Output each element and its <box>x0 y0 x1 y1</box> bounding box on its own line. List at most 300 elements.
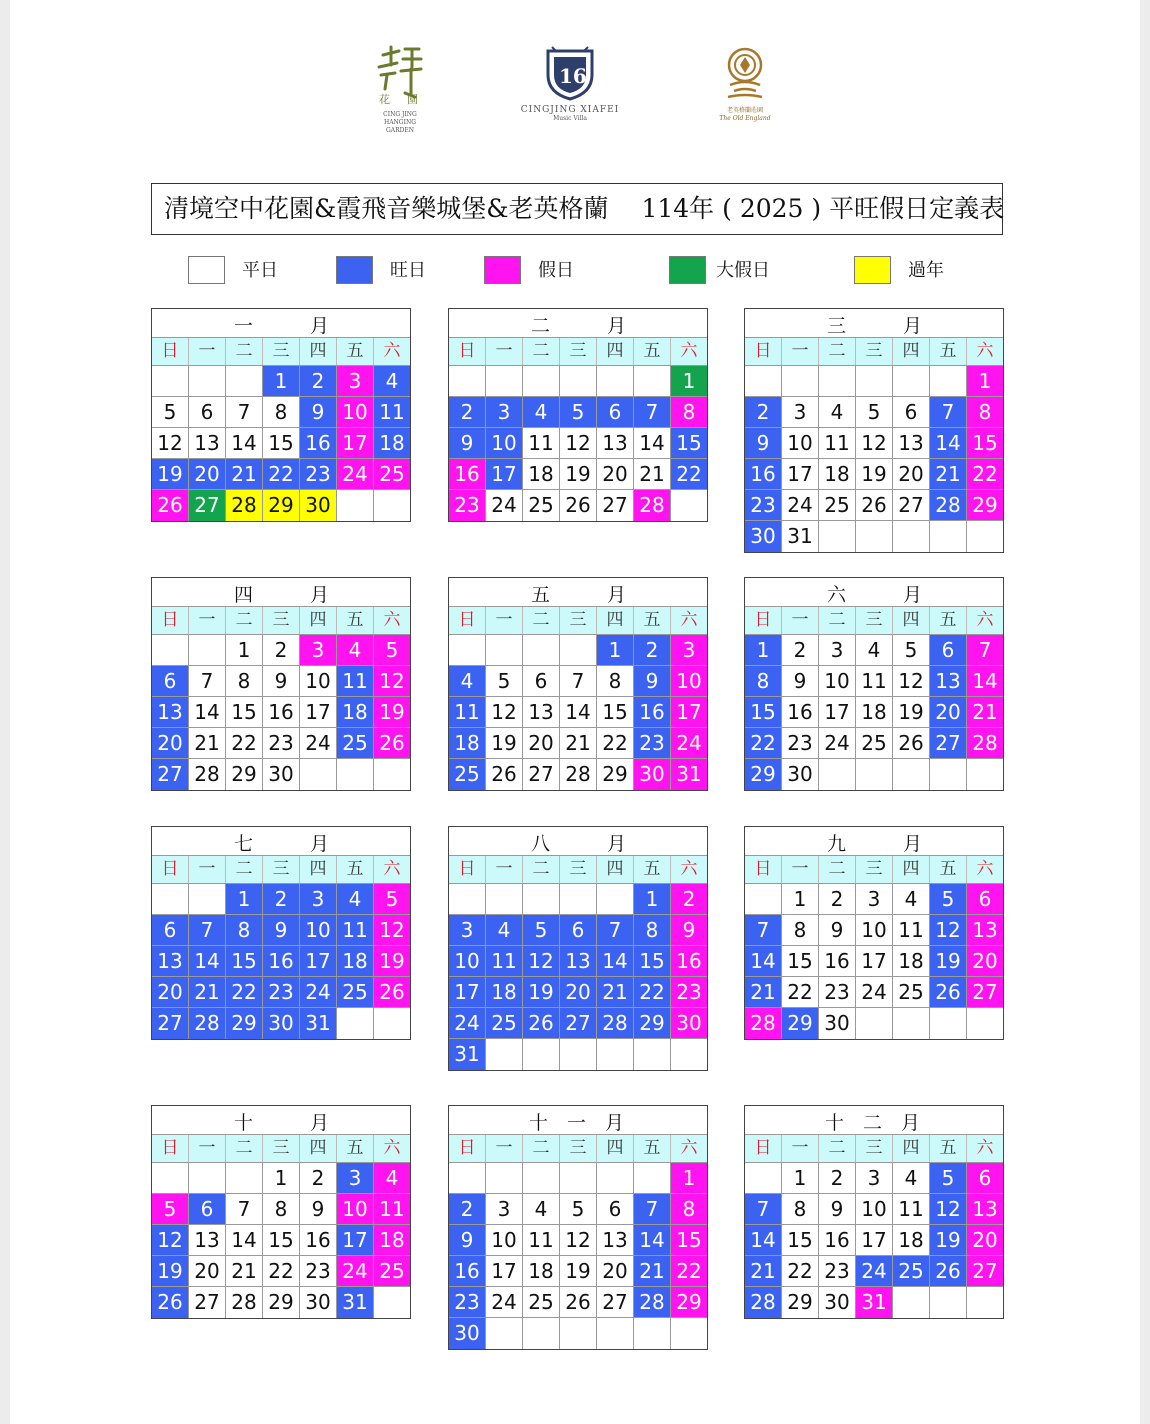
month-header <box>449 1106 707 1135</box>
day-cell: 15 <box>263 1225 300 1256</box>
week-row <box>449 1225 707 1256</box>
week-row <box>745 366 1003 397</box>
weekday-label: 一 <box>486 338 523 365</box>
empty-cell <box>226 1163 263 1194</box>
day-cell: 28 <box>745 1287 782 1318</box>
month-header <box>745 1106 1003 1135</box>
day-cell: 19 <box>893 697 930 728</box>
day-cell: 24 <box>337 459 374 490</box>
day-cell: 19 <box>152 459 189 490</box>
day-cell: 15 <box>226 946 263 977</box>
empty-cell <box>337 490 374 521</box>
day-cell: 19 <box>856 459 893 490</box>
day-cell: 22 <box>782 1256 819 1287</box>
day-cell: 13 <box>930 666 967 697</box>
month-name-char: 月 <box>310 584 330 606</box>
day-cell: 20 <box>152 977 189 1008</box>
weekday-label: 一 <box>486 856 523 883</box>
day-cell: 10 <box>671 666 707 697</box>
day-cell: 28 <box>597 1008 634 1039</box>
week-row <box>745 1256 1003 1287</box>
old-england-sub: The Old England <box>719 115 771 122</box>
empty-cell <box>189 635 226 666</box>
day-cell: 5 <box>152 1194 189 1225</box>
day-cell: 5 <box>374 635 410 666</box>
month-header <box>152 309 410 338</box>
month-calendar-12 <box>744 1105 1004 1319</box>
day-cell: 27 <box>597 1287 634 1318</box>
day-cell: 13 <box>597 1225 634 1256</box>
empty-cell <box>560 1163 597 1194</box>
weekday-label: 六 <box>976 341 994 361</box>
legend-swatch <box>188 256 225 284</box>
day-cell: 21 <box>745 977 782 1008</box>
day-cell: 27 <box>930 728 967 759</box>
empty-cell <box>597 884 634 915</box>
day-cell: 20 <box>189 459 226 490</box>
empty-cell <box>152 884 189 915</box>
legend-label: 假日 <box>538 260 574 281</box>
week-row <box>152 1225 410 1256</box>
day-cell: 23 <box>634 728 671 759</box>
empty-cell <box>449 635 486 666</box>
week-row <box>745 1008 1003 1039</box>
week-row <box>449 635 707 666</box>
page-title: 清境空中花園&霞飛音樂城堡&老英格蘭 114年 ( 2025 ) 平旺假日定義表 <box>151 183 1003 235</box>
day-cell: 29 <box>671 1287 707 1318</box>
day-cell: 29 <box>597 759 634 790</box>
day-cell: 22 <box>745 728 782 759</box>
day-cell: 20 <box>893 459 930 490</box>
day-cell: 14 <box>967 666 1003 697</box>
empty-cell <box>893 1008 930 1039</box>
month-calendar-7 <box>151 826 411 1040</box>
week-row <box>152 397 410 428</box>
week-row <box>745 635 1003 666</box>
empty-cell <box>634 1318 671 1349</box>
month-header <box>745 827 1003 856</box>
weekday-label: 六 <box>383 610 401 630</box>
day-cell: 4 <box>856 635 893 666</box>
day-cell: 29 <box>634 1008 671 1039</box>
weekday-label: 二 <box>819 607 856 634</box>
day-cell: 25 <box>819 490 856 521</box>
day-cell: 27 <box>967 1256 1003 1287</box>
day-cell: 8 <box>967 397 1003 428</box>
empty-cell <box>374 490 410 521</box>
week-row <box>449 884 707 915</box>
day-cell: 6 <box>893 397 930 428</box>
weekday-label: 三 <box>263 607 300 634</box>
day-cell: 1 <box>745 635 782 666</box>
day-cell: 21 <box>189 977 226 1008</box>
day-cell: 9 <box>263 915 300 946</box>
day-cell: 4 <box>449 666 486 697</box>
day-cell: 6 <box>930 635 967 666</box>
day-cell: 17 <box>856 946 893 977</box>
day-cell: 16 <box>819 946 856 977</box>
empty-cell <box>967 759 1003 790</box>
day-cell: 7 <box>597 915 634 946</box>
weekday-label: 四 <box>300 856 337 883</box>
day-cell: 29 <box>226 1008 263 1039</box>
day-cell: 27 <box>560 1008 597 1039</box>
weekday-label: 二 <box>226 856 263 883</box>
day-cell: 16 <box>449 1256 486 1287</box>
day-cell: 23 <box>745 490 782 521</box>
calendar-page <box>10 0 1140 1424</box>
xiafei-logo-caption: CINGJING XIAFEI <box>520 105 620 115</box>
empty-cell <box>560 884 597 915</box>
day-cell: 23 <box>300 1256 337 1287</box>
day-cell: 22 <box>671 459 707 490</box>
day-cell: 30 <box>819 1287 856 1318</box>
day-cell: 13 <box>560 946 597 977</box>
empty-cell <box>634 1163 671 1194</box>
day-cell: 7 <box>560 666 597 697</box>
day-cell: 20 <box>560 977 597 1008</box>
week-row <box>152 915 410 946</box>
day-cell: 17 <box>300 946 337 977</box>
day-cell: 11 <box>374 1194 410 1225</box>
weekday-row <box>745 338 1003 366</box>
month-name-char: 二 <box>863 1112 883 1134</box>
day-cell: 21 <box>597 977 634 1008</box>
day-cell: 18 <box>486 977 523 1008</box>
day-cell: 11 <box>486 946 523 977</box>
day-cell: 23 <box>300 459 337 490</box>
weekday-label: 五 <box>930 856 967 883</box>
day-cell: 2 <box>449 397 486 428</box>
day-cell: 1 <box>967 366 1003 397</box>
day-cell: 7 <box>745 915 782 946</box>
weekday-label: 三 <box>856 856 893 883</box>
weekday-label: 日 <box>745 1135 782 1162</box>
day-cell: 2 <box>449 1194 486 1225</box>
day-cell: 1 <box>782 884 819 915</box>
weekday-label: 二 <box>819 1135 856 1162</box>
week-row <box>745 428 1003 459</box>
weekday-row <box>152 607 410 635</box>
day-cell: 4 <box>523 397 560 428</box>
empty-cell <box>819 366 856 397</box>
weekday-label: 二 <box>226 338 263 365</box>
week-row <box>449 759 707 790</box>
legend-swatch <box>669 256 706 284</box>
day-cell: 30 <box>634 759 671 790</box>
weekday-label: 一 <box>486 607 523 634</box>
legend-label: 過年 <box>908 260 944 281</box>
day-cell: 27 <box>967 977 1003 1008</box>
day-cell: 30 <box>819 1008 856 1039</box>
day-cell: 25 <box>337 977 374 1008</box>
day-cell: 13 <box>189 1225 226 1256</box>
day-cell: 3 <box>856 884 893 915</box>
week-row <box>152 366 410 397</box>
empty-cell <box>930 759 967 790</box>
month-name-char: 三 <box>827 315 847 337</box>
day-cell: 24 <box>449 1008 486 1039</box>
day-cell: 3 <box>819 635 856 666</box>
weekday-row <box>745 856 1003 884</box>
day-cell: 2 <box>263 884 300 915</box>
weekday-row <box>152 338 410 366</box>
day-cell: 9 <box>300 397 337 428</box>
day-cell: 7 <box>189 666 226 697</box>
day-cell: 28 <box>226 1287 263 1318</box>
weekday-label: 五 <box>930 607 967 634</box>
week-row <box>152 635 410 666</box>
day-cell: 4 <box>819 397 856 428</box>
day-cell: 26 <box>374 728 410 759</box>
day-cell: 28 <box>189 1008 226 1039</box>
day-cell: 31 <box>782 521 819 552</box>
day-cell: 24 <box>671 728 707 759</box>
empty-cell <box>152 1163 189 1194</box>
weekday-label: 日 <box>449 1135 486 1162</box>
day-cell: 22 <box>263 459 300 490</box>
month-header <box>152 827 410 856</box>
weekday-label: 五 <box>634 338 671 365</box>
week-row <box>152 459 410 490</box>
day-cell: 23 <box>782 728 819 759</box>
day-cell: 9 <box>449 428 486 459</box>
month-header <box>745 309 1003 338</box>
day-cell: 24 <box>486 1287 523 1318</box>
svg-text:花: 花 <box>379 93 390 106</box>
weekday-label: 二 <box>523 607 560 634</box>
week-row <box>745 397 1003 428</box>
empty-cell <box>967 521 1003 552</box>
day-cell: 24 <box>300 977 337 1008</box>
day-cell: 28 <box>967 728 1003 759</box>
empty-cell <box>856 759 893 790</box>
weekday-label: 六 <box>680 341 698 361</box>
month-header <box>449 309 707 338</box>
day-cell: 8 <box>263 397 300 428</box>
day-cell: 8 <box>263 1194 300 1225</box>
day-cell: 6 <box>560 915 597 946</box>
day-cell: 23 <box>263 728 300 759</box>
cingjing-xiafei-logo <box>515 45 625 123</box>
day-cell: 15 <box>671 1225 707 1256</box>
day-cell: 19 <box>930 946 967 977</box>
day-cell: 2 <box>634 635 671 666</box>
legend-swatch <box>336 256 373 284</box>
day-cell: 13 <box>152 697 189 728</box>
weekday-row <box>152 856 410 884</box>
week-row <box>745 977 1003 1008</box>
day-cell: 14 <box>189 697 226 728</box>
day-cell: 11 <box>449 697 486 728</box>
day-cell: 20 <box>597 459 634 490</box>
weekday-row <box>449 856 707 884</box>
weekday-label: 二 <box>819 338 856 365</box>
old-england-caption: 老英格蘭莊園 <box>726 107 763 114</box>
weekday-label: 六 <box>680 1138 698 1158</box>
day-cell: 3 <box>486 1194 523 1225</box>
empty-cell <box>523 1039 560 1070</box>
day-cell: 5 <box>374 884 410 915</box>
day-cell: 10 <box>819 666 856 697</box>
day-cell: 25 <box>856 728 893 759</box>
week-row <box>745 490 1003 521</box>
week-row <box>745 521 1003 552</box>
day-cell: 10 <box>486 1225 523 1256</box>
day-cell: 3 <box>856 1163 893 1194</box>
day-cell: 12 <box>930 1194 967 1225</box>
xiafei-logo-sub: Music Villa <box>553 115 587 122</box>
week-row <box>152 759 410 790</box>
week-row <box>152 977 410 1008</box>
day-cell: 14 <box>745 946 782 977</box>
month-name-char: 四 <box>234 584 254 606</box>
day-cell: 31 <box>856 1287 893 1318</box>
weekday-label: 五 <box>930 1135 967 1162</box>
weekday-label: 六 <box>976 859 994 879</box>
day-cell: 13 <box>523 697 560 728</box>
week-row <box>152 666 410 697</box>
weekday-label: 五 <box>337 607 374 634</box>
day-cell: 19 <box>523 977 560 1008</box>
weekday-label: 二 <box>523 856 560 883</box>
day-cell: 13 <box>597 428 634 459</box>
day-cell: 23 <box>263 977 300 1008</box>
day-cell: 12 <box>486 697 523 728</box>
day-cell: 1 <box>226 635 263 666</box>
empty-cell <box>300 759 337 790</box>
week-row <box>152 1194 410 1225</box>
day-cell: 1 <box>226 884 263 915</box>
weekday-label: 一 <box>189 856 226 883</box>
day-cell: 4 <box>893 1163 930 1194</box>
day-cell: 6 <box>597 397 634 428</box>
day-cell: 28 <box>634 490 671 521</box>
weekday-label: 日 <box>152 338 189 365</box>
day-cell: 2 <box>300 366 337 397</box>
week-row <box>152 428 410 459</box>
day-cell: 20 <box>597 1256 634 1287</box>
month-name-char: 月 <box>310 833 330 855</box>
weekday-label: 五 <box>337 338 374 365</box>
day-cell: 6 <box>597 1194 634 1225</box>
empty-cell <box>152 366 189 397</box>
day-cell: 20 <box>189 1256 226 1287</box>
week-row <box>152 1256 410 1287</box>
old-england-crest-icon <box>720 45 770 103</box>
empty-cell <box>449 366 486 397</box>
month-calendar-3 <box>744 308 1004 553</box>
weekday-label: 三 <box>560 856 597 883</box>
day-cell: 10 <box>856 915 893 946</box>
weekday-label: 五 <box>337 1135 374 1162</box>
day-cell: 11 <box>337 666 374 697</box>
weekday-label: 六 <box>383 341 401 361</box>
weekday-label: 二 <box>226 607 263 634</box>
day-cell: 7 <box>967 635 1003 666</box>
day-cell: 3 <box>300 884 337 915</box>
day-cell: 3 <box>300 635 337 666</box>
shield-logo-icon <box>544 45 596 101</box>
day-cell: 12 <box>930 915 967 946</box>
day-cell: 24 <box>782 490 819 521</box>
day-cell: 26 <box>893 728 930 759</box>
empty-cell <box>597 1039 634 1070</box>
day-cell: 26 <box>523 1008 560 1039</box>
weekday-label: 六 <box>976 1138 994 1158</box>
week-row <box>152 490 410 521</box>
day-cell: 18 <box>856 697 893 728</box>
week-row <box>152 1008 410 1039</box>
day-cell: 4 <box>374 366 410 397</box>
day-cell: 15 <box>782 1225 819 1256</box>
day-cell: 22 <box>634 977 671 1008</box>
week-row <box>449 666 707 697</box>
day-cell: 8 <box>634 915 671 946</box>
month-name-char: 一 <box>234 315 254 337</box>
week-row <box>449 1318 707 1349</box>
weekday-label: 四 <box>893 1135 930 1162</box>
day-cell: 2 <box>263 635 300 666</box>
day-cell: 31 <box>337 1287 374 1318</box>
weekday-label: 六 <box>680 610 698 630</box>
weekday-label: 六 <box>680 859 698 879</box>
day-cell: 12 <box>152 428 189 459</box>
day-cell: 14 <box>930 428 967 459</box>
month-calendar-6 <box>744 577 1004 791</box>
empty-cell <box>967 1287 1003 1318</box>
day-cell: 25 <box>893 977 930 1008</box>
day-cell: 15 <box>263 428 300 459</box>
weekday-label: 四 <box>300 1135 337 1162</box>
day-cell: 20 <box>967 1225 1003 1256</box>
weekday-label: 三 <box>560 607 597 634</box>
empty-cell <box>893 521 930 552</box>
month-calendar-2 <box>448 308 708 522</box>
day-cell: 23 <box>449 490 486 521</box>
day-cell: 14 <box>634 1225 671 1256</box>
month-calendar-8 <box>448 826 708 1071</box>
day-cell: 28 <box>226 490 263 521</box>
day-cell: 1 <box>634 884 671 915</box>
day-cell: 11 <box>819 428 856 459</box>
day-cell: 27 <box>189 1287 226 1318</box>
month-header <box>152 578 410 607</box>
month-calendar-4 <box>151 577 411 791</box>
day-cell: 9 <box>745 428 782 459</box>
day-cell: 26 <box>930 1256 967 1287</box>
empty-cell <box>634 1039 671 1070</box>
day-cell: 5 <box>486 666 523 697</box>
day-cell: 8 <box>597 666 634 697</box>
day-cell: 12 <box>560 1225 597 1256</box>
weekday-label: 四 <box>893 338 930 365</box>
day-cell: 8 <box>671 397 707 428</box>
day-cell: 27 <box>597 490 634 521</box>
month-calendar-1 <box>151 308 411 522</box>
day-cell: 18 <box>449 728 486 759</box>
day-cell: 26 <box>374 977 410 1008</box>
day-cell: 29 <box>226 759 263 790</box>
month-calendar-5 <box>448 577 708 791</box>
day-cell: 22 <box>226 977 263 1008</box>
day-cell: 19 <box>374 697 410 728</box>
empty-cell <box>560 635 597 666</box>
day-cell: 30 <box>449 1318 486 1349</box>
week-row <box>449 977 707 1008</box>
week-row <box>449 490 707 521</box>
day-cell: 21 <box>634 459 671 490</box>
